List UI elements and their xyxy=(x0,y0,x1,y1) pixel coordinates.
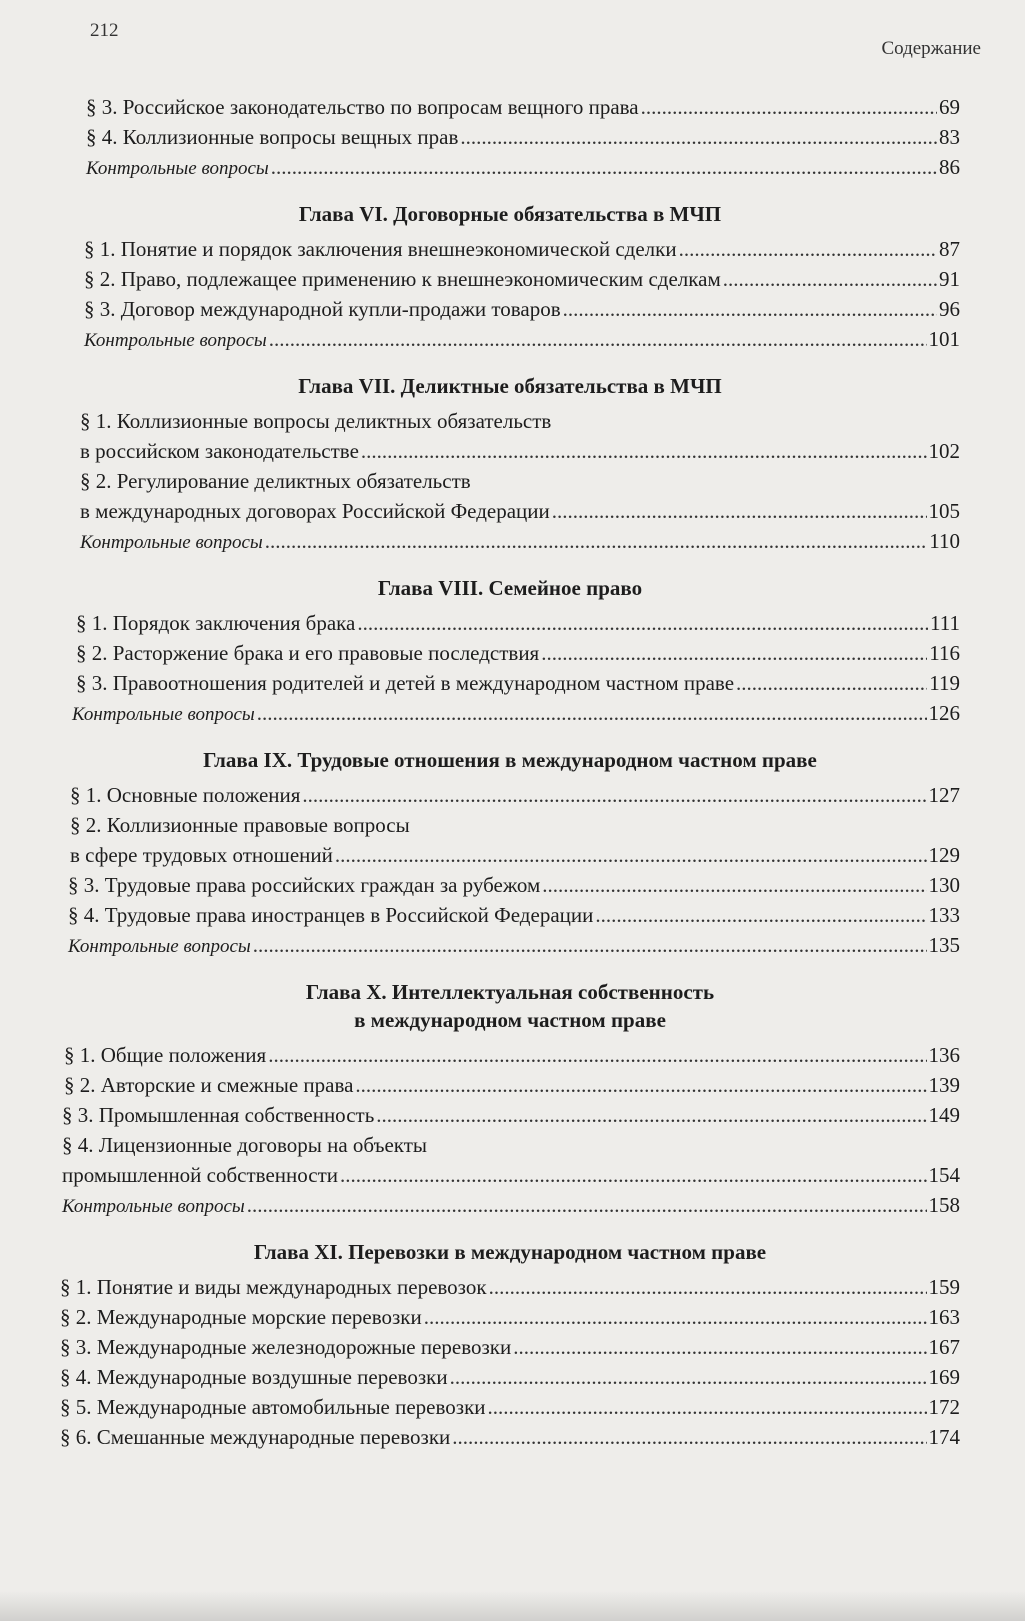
entry-page-number: 154 xyxy=(928,1163,960,1187)
chapter-heading xyxy=(60,746,960,774)
toc-entry[interactable] xyxy=(60,122,960,152)
entry-page-number: 126 xyxy=(928,701,960,725)
dot-leader xyxy=(460,122,937,152)
entry-page-number: 139 xyxy=(928,1073,960,1097)
entry-title: § 2. Коллизионные правовые вопросы xyxy=(70,813,410,837)
entry-page-number: 149 xyxy=(928,1103,960,1127)
chapter-heading xyxy=(60,200,960,228)
chapter-heading xyxy=(60,978,960,1034)
entry-title: § 2. Право, подлежащее применению к внешнеэкономическим сделкам xyxy=(84,267,721,291)
toc-entry[interactable] xyxy=(60,406,960,466)
dot-leader xyxy=(247,1190,927,1220)
toc-entry[interactable] xyxy=(60,608,960,638)
entry-title: § 2. Международные морские перевозки xyxy=(60,1305,422,1329)
dot-leader xyxy=(357,608,928,638)
dot-leader xyxy=(268,1040,926,1070)
entry-title: § 4. Трудовые права иностранцев в Российской Федерации xyxy=(68,903,594,927)
toc-entry[interactable] xyxy=(60,900,960,930)
entry-page-number: 136 xyxy=(928,1043,960,1067)
entry-page-number: 83 xyxy=(939,125,960,149)
toc-entry[interactable] xyxy=(60,294,960,324)
entry-title: Контрольные вопросы xyxy=(84,330,267,351)
entry-page-number: 105 xyxy=(928,499,960,523)
entry-page-number: 159 xyxy=(928,1275,960,1299)
entry-title: § 2. Авторские и смежные права xyxy=(64,1073,354,1097)
toc-entry[interactable] xyxy=(60,1392,960,1422)
toc-entry[interactable] xyxy=(60,1362,960,1392)
entry-title: § 1. Коллизионные вопросы деликтных обязательств xyxy=(80,409,552,433)
entry-title: § 1. Порядок заключения брака xyxy=(76,611,356,635)
entry-page-number: 110 xyxy=(929,529,960,553)
dot-leader xyxy=(302,780,926,810)
entry-title: Контрольные вопросы xyxy=(68,936,251,957)
toc-entry[interactable] xyxy=(60,1130,960,1190)
chapter-heading xyxy=(60,1238,960,1266)
dot-leader xyxy=(269,324,927,354)
entry-page-number: 127 xyxy=(928,783,960,807)
entry-page-number: 119 xyxy=(929,671,960,695)
entry-title: § 3. Договор международной купли-продажи товаров xyxy=(84,297,561,321)
entry-page-number: 96 xyxy=(939,297,960,321)
dot-leader xyxy=(723,264,937,294)
dot-leader xyxy=(489,1272,927,1302)
entry-title: § 3. Промышленная собственность xyxy=(62,1103,375,1127)
entry-page-number: 129 xyxy=(928,843,960,867)
toc-entry[interactable] xyxy=(60,1422,960,1452)
entry-title: § 1. Понятие и порядок заключения внешнеэкономической сделки xyxy=(84,237,677,261)
entry-title: § 3. Российское законодательство по вопросам вещного права xyxy=(86,95,639,119)
review-questions-entry[interactable] xyxy=(60,152,960,184)
chapter-title: Глава VII. Деликтные обязательства в МЧП xyxy=(298,374,722,398)
review-questions-entry[interactable] xyxy=(60,930,960,962)
entry-title: § 4. Лицензионные договоры на объекты xyxy=(62,1133,427,1157)
entry-title: § 2. Регулирование деликтных обязательств xyxy=(80,469,471,493)
entry-page-number: 86 xyxy=(939,155,960,179)
entry-title: § 3. Правоотношения родителей и детей в международном частном праве xyxy=(76,671,735,695)
entry-title: § 4. Коллизионные вопросы вещных прав xyxy=(86,125,459,149)
chapter-title: Глава VI. Договорные обязательства в МЧП xyxy=(298,202,722,226)
entry-page-number: 130 xyxy=(928,873,960,897)
dot-leader xyxy=(641,92,937,122)
entry-page-number: 133 xyxy=(928,903,960,927)
entry-title-continued: в сфере трудовых отношений xyxy=(70,843,333,867)
dot-leader xyxy=(542,870,926,900)
toc-entry[interactable] xyxy=(60,870,960,900)
toc-entry[interactable] xyxy=(60,1040,960,1070)
review-questions-entry[interactable] xyxy=(60,526,960,558)
toc-entry[interactable] xyxy=(60,264,960,294)
entry-page-number: 169 xyxy=(928,1365,960,1389)
entry-title: § 1. Основные положения xyxy=(70,783,301,807)
chapter-title: Глава IX. Трудовые отношения в международном частном праве xyxy=(203,748,817,772)
toc-entry[interactable] xyxy=(60,668,960,698)
entry-title: Контрольные вопросы xyxy=(80,532,263,553)
chapter-title: Глава X. Интеллектуальная собственность xyxy=(305,980,715,1004)
dot-leader xyxy=(335,840,927,870)
dot-leader xyxy=(679,234,937,264)
running-head: Содержание xyxy=(881,38,981,59)
entry-title: § 2. Расторжение брака и его правовые последствия xyxy=(76,641,540,665)
toc-entry[interactable] xyxy=(60,1272,960,1302)
dot-leader xyxy=(452,1422,926,1452)
entry-page-number: 174 xyxy=(928,1425,960,1449)
dot-leader xyxy=(541,638,927,668)
entry-page-number: 158 xyxy=(928,1193,960,1217)
entry-page-number: 111 xyxy=(930,611,960,635)
entry-page-number: 135 xyxy=(928,933,960,957)
entry-title: Контрольные вопросы xyxy=(86,158,269,179)
entry-page-number: 167 xyxy=(928,1335,960,1359)
entry-title: § 1. Понятие и виды международных перевозок xyxy=(60,1275,487,1299)
entry-page-number: 91 xyxy=(939,267,960,291)
toc-entry[interactable] xyxy=(60,92,960,122)
toc-entry[interactable] xyxy=(60,1100,960,1130)
toc-entry[interactable] xyxy=(60,1302,960,1332)
entry-title: § 1. Общие положения xyxy=(64,1043,267,1067)
entry-title: Контрольные вопросы xyxy=(72,704,255,725)
entry-page-number: 101 xyxy=(928,327,960,351)
toc-entry[interactable] xyxy=(60,810,960,870)
entry-title: § 5. Международные автомобильные перевозки xyxy=(60,1395,486,1419)
entry-page-number: 116 xyxy=(929,641,960,665)
dot-leader xyxy=(563,294,937,324)
entry-title: Контрольные вопросы xyxy=(62,1196,245,1217)
dot-leader xyxy=(253,930,927,960)
dot-leader xyxy=(424,1302,927,1332)
dot-leader xyxy=(257,698,927,728)
entry-title-continued: в российском законодательстве xyxy=(80,439,359,463)
entry-title: § 3. Международные железнодорожные перевозки xyxy=(60,1335,512,1359)
toc-entry[interactable] xyxy=(60,234,960,264)
dot-leader xyxy=(376,1100,926,1130)
chapter-title-continued: в международном частном праве xyxy=(354,1008,666,1032)
toc-entry[interactable] xyxy=(60,466,960,526)
review-questions-entry[interactable] xyxy=(60,1190,960,1222)
entry-title: § 4. Международные воздушные перевозки xyxy=(60,1365,448,1389)
dot-leader xyxy=(450,1362,927,1392)
dot-leader xyxy=(488,1392,927,1422)
toc-entry[interactable] xyxy=(60,1332,960,1362)
entry-title: § 3. Трудовые права российских граждан за рубежом xyxy=(68,873,541,897)
chapter-heading xyxy=(60,372,960,400)
dot-leader xyxy=(271,152,937,182)
dot-leader xyxy=(340,1160,926,1190)
entry-page-number: 163 xyxy=(928,1305,960,1329)
entry-title-continued: в международных договорах Российской Федерации xyxy=(80,499,550,523)
entry-page-number: 87 xyxy=(939,237,960,261)
toc-entry[interactable] xyxy=(60,638,960,668)
page-number: 212 xyxy=(90,20,119,41)
dot-leader xyxy=(595,900,926,930)
page-header xyxy=(90,18,981,64)
review-questions-entry[interactable] xyxy=(60,324,960,356)
dot-leader xyxy=(355,1070,926,1100)
review-questions-entry[interactable] xyxy=(60,698,960,730)
entry-page-number: 69 xyxy=(939,95,960,119)
dot-leader xyxy=(736,668,927,698)
chapter-title: Глава VIII. Семейное право xyxy=(377,576,643,600)
chapter-heading xyxy=(60,574,960,602)
table-of-contents xyxy=(60,92,960,1452)
toc-entry[interactable] xyxy=(60,780,960,810)
entry-title: § 6. Смешанные международные перевозки xyxy=(60,1425,451,1449)
dot-leader xyxy=(361,436,927,466)
dot-leader xyxy=(552,496,927,526)
dot-leader xyxy=(513,1332,926,1362)
entry-title-continued: промышленной собственности xyxy=(62,1163,339,1187)
dot-leader xyxy=(265,526,927,556)
chapter-title: Глава XI. Перевозки в международном частном праве xyxy=(253,1240,767,1264)
entry-page-number: 102 xyxy=(928,439,960,463)
toc-entry[interactable] xyxy=(60,1070,960,1100)
page-edge-shadow xyxy=(0,1591,1025,1621)
entry-page-number: 172 xyxy=(928,1395,960,1419)
